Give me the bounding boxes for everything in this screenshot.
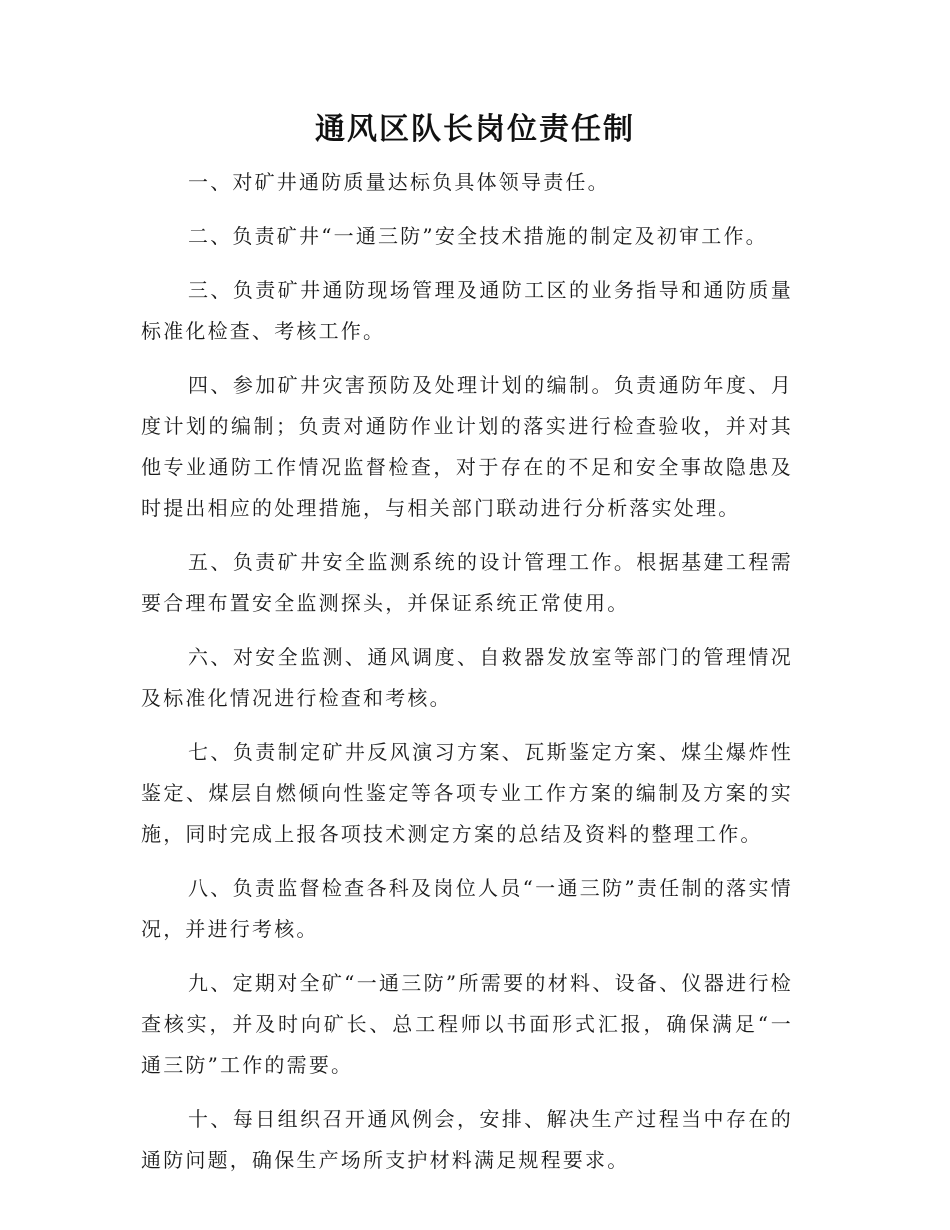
paragraph-9: 九、定期对全矿“一通三防”所需要的材料、设备、仪器进行检查核实，并及时向矿长、总工程师以书面形式汇报，确保满足“一通三防”工作的需要。 (141, 971, 793, 1077)
paragraph-5: 五、负责矿井安全监测系统的设计管理工作。根据基建工程需要合理布置安全监测探头，并保证系统正常使用。 (141, 550, 793, 615)
paragraph-7: 七、负责制定矿井反风演习方案、瓦斯鉴定方案、煤尘爆炸性鉴定、煤层自燃倾向性鉴定等各项专业工作方案的编制及方案的实施，同时完成上报各项技术测定方案的总结及资料的整理工作。 (141, 740, 793, 846)
document-body (141, 162, 793, 1194)
paragraph-8: 八、负责监督检查各科及岗位人员“一通三防”责任制的落实情况，并进行考核。 (141, 876, 793, 941)
paragraph-10: 十、每日组织召开通风例会，安排、解决生产过程当中存在的通防问题，确保生产场所支护材料满足规程要求。 (141, 1107, 793, 1172)
paragraph-6: 六、对安全监测、通风调度、自救器发放室等部门的管理情况及标准化情况进行检查和考核。 (141, 645, 793, 710)
paragraph-2: 二、负责矿井“一通三防”安全技术措施的制定及初审工作。 (188, 224, 768, 248)
paragraph-1: 一、对矿井通防质量达标负具体领导责任。 (188, 170, 610, 194)
paragraph-3: 三、负责矿井通防现场管理及通防工区的业务指导和通防质量标准化检查、考核工作。 (141, 278, 793, 343)
document-title: 通风区队长岗位责任制 (315, 112, 635, 147)
paragraph-4: 四、参加矿井灾害预防及处理计划的编制。负责通防年度、月度计划的编制；负责对通防作业计划的落实进行检查验收，并对其他专业通防工作情况监督检查，对于存在的不足和安全事故隐患及时提出相应的处理措施，与相关部门联动进行分析落实处理。 (141, 373, 793, 520)
